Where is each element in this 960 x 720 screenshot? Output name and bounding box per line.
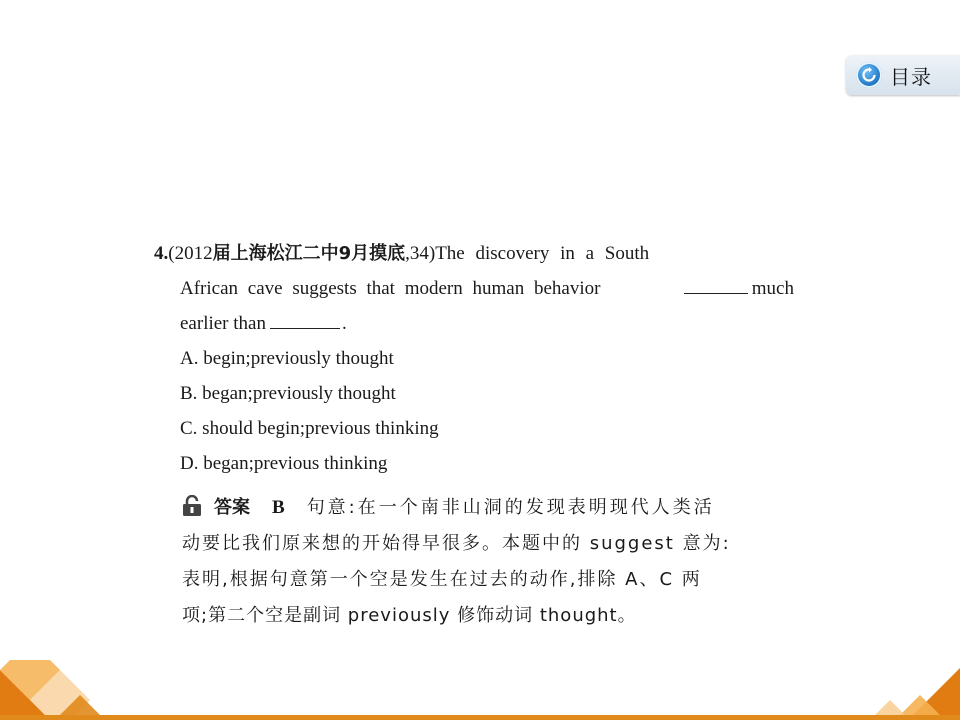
question-line-3 [154, 306, 794, 341]
corner-decoration-left [0, 660, 110, 720]
bottom-bar [0, 715, 960, 720]
answer-line-2: 动要比我们原来想的开始得早很多。本题中的 suggest 意为: [182, 533, 731, 554]
question-line-1 [154, 236, 794, 271]
answer-label: 答案 [214, 497, 250, 518]
question-source-open: (2012 [168, 243, 213, 264]
question-source: 届上海松江二中9月摸底 [212, 243, 406, 264]
question-line-2 [154, 271, 794, 306]
answer-line-4: 项;第二个空是副词 previously 修饰动词 thought。 [182, 605, 637, 626]
question-text-3b: . [341, 313, 347, 334]
question-number: 4. [154, 243, 169, 264]
question-source-close: ,34) [405, 243, 436, 264]
answer-line-3: 表明,根据句意第一个空是发生在过去的动作,排除 A、C 两 [182, 569, 702, 590]
answer-line-1 [182, 490, 796, 526]
option-c: C. should begin;previous thinking [180, 418, 439, 439]
option-a: A. begin;previously thought [180, 348, 394, 369]
answer-text-1: 句意:在一个南非山洞的发现表明现代人类活 [306, 497, 715, 518]
option-b: B. began;previously thought [180, 383, 396, 404]
answer-blank-2 [270, 312, 340, 329]
corner-decoration-right [860, 668, 960, 720]
answer-blank-1 [684, 277, 748, 294]
refresh-circle-icon [856, 62, 882, 88]
option-d: D. began;previous thinking [180, 453, 388, 474]
question-text-3: earlier than [180, 313, 266, 334]
question-text-2: African cave suggests that modern human behavior [180, 278, 601, 299]
question-text-2b: much [751, 278, 794, 299]
toc-label: 目录 [890, 64, 932, 89]
answer-letter: B [272, 497, 285, 518]
unlock-icon [182, 494, 204, 516]
answer-block [182, 490, 796, 634]
toc-button[interactable] [846, 55, 960, 95]
question-block [154, 236, 794, 481]
question-text-1: The discovery in a South [435, 243, 650, 264]
